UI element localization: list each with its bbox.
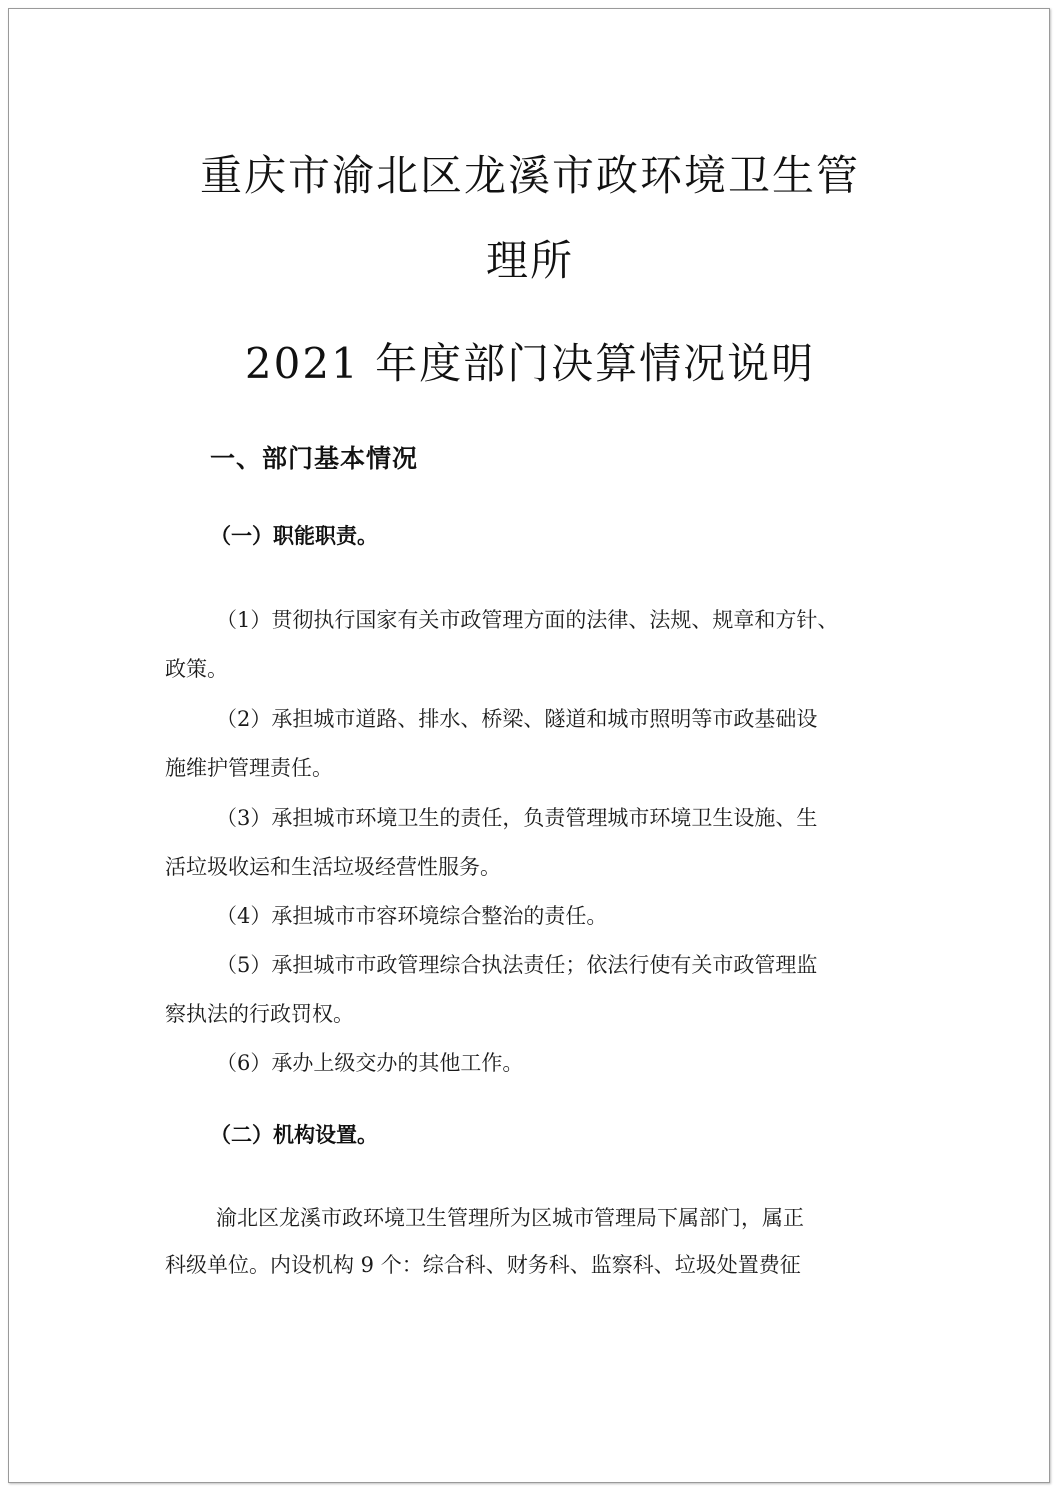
organization-paragraph-line-1: 渝北区龙溪市政环境卫生管理所为区城市管理局下属部门，属正 [216,1206,804,1230]
function-item-5-continued: 察执法的行政罚权。 [165,1002,354,1026]
function-item-4: （4）承担城市市容环境综合整治的责任。 [216,904,608,928]
document-title-line-1: 重庆市渝北区龙溪市政环境卫生管 [199,151,860,200]
function-item-1: （1）贯彻执行国家有关市政管理方面的法律、法规、规章和方针、 [216,608,839,632]
subsection-heading-functions: （一）职能职责。 [210,524,378,548]
function-item-3: （3）承担城市环境卫生的责任，负责管理城市环境卫生设施、生 [216,806,818,830]
function-item-2: （2）承担城市道路、排水、桥梁、隧道和城市照明等市政基础设 [216,707,818,731]
organization-paragraph-line-2: 科级单位。内设机构 9 个：综合科、财务科、监察科、垃圾处置费征 [165,1253,801,1277]
document-title-line-3: 2021 年度部门决算情况说明 [244,339,816,388]
section-heading-basic-info: 一、部门基本情况 [210,444,419,473]
function-item-3-continued: 活垃圾收运和生活垃圾经营性服务。 [165,855,501,879]
document-title-line-2: 理所 [485,236,574,285]
subsection-heading-organization: （二）机构设置。 [210,1123,378,1147]
function-item-1-continued: 政策。 [165,657,228,681]
function-item-2-continued: 施维护管理责任。 [165,756,333,780]
function-item-5: （5）承担城市市政管理综合执法责任；依法行使有关市政管理监 [216,953,818,977]
function-item-6: （6）承办上级交办的其他工作。 [216,1051,524,1075]
